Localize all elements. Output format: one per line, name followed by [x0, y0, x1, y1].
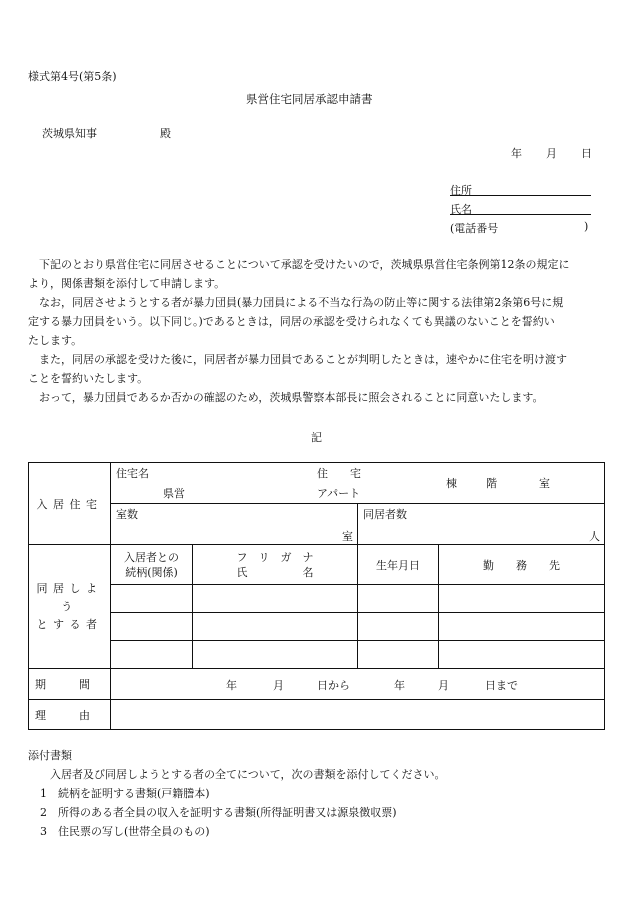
name-header: 氏 名 — [236, 565, 314, 579]
housing-name-label: 住宅名 — [116, 467, 149, 480]
workplace-cell[interactable] — [439, 585, 605, 613]
document-title: 県営住宅同居承認申請書 — [246, 92, 373, 106]
list-item: 1 続柄を証明する書類(戸籍謄本) — [40, 787, 210, 800]
attachments-heading: 添付書類 — [28, 749, 72, 762]
room-count-cell[interactable] — [111, 504, 358, 545]
relation-cell[interactable] — [111, 585, 193, 613]
cohabitant-label-cell — [29, 545, 111, 669]
phone-close: ) — [584, 220, 589, 233]
birthdate-header — [358, 545, 439, 585]
birthdate-cell[interactable] — [358, 641, 439, 669]
attachments-intro: 入居者及び同居しようとする者の全てについて，次の書類を添付してください。 — [50, 768, 446, 781]
relation-cell[interactable] — [111, 641, 193, 669]
period-from: 日から — [317, 679, 350, 692]
building-label: 棟 — [446, 477, 457, 490]
date-day: 日 — [581, 147, 592, 160]
period-label: 期 間 — [35, 678, 90, 691]
apartment-label: アパート — [317, 487, 361, 500]
table-row — [29, 641, 605, 669]
reason-label: 理 由 — [35, 708, 90, 722]
ki-heading: 記 — [311, 431, 322, 444]
period-year-1: 年 — [226, 679, 237, 692]
period-label-cell — [29, 669, 111, 700]
attachments-section — [28, 746, 608, 841]
floor-label: 階 — [486, 477, 497, 490]
period-year-2: 年 — [394, 679, 405, 692]
resident-count-label: 同居者数 — [363, 508, 407, 521]
person-unit: 人 — [589, 530, 600, 543]
table-row — [29, 613, 605, 641]
room-unit: 室 — [342, 530, 353, 543]
name-cell[interactable] — [193, 613, 358, 641]
honorific: 殿 — [160, 127, 171, 140]
period-month-2: 月 — [438, 679, 449, 692]
paragraph-1-line-1: 下記のとおり県営住宅に同居させることについて承認を受けたいので，茨城県県営住宅条例第12条の規定に — [39, 258, 570, 271]
paragraph-2-line-3: たします。 — [28, 334, 83, 347]
period-month-1: 月 — [273, 679, 284, 692]
birthdate-cell[interactable] — [358, 585, 439, 613]
name-cell[interactable] — [193, 641, 358, 669]
relation-cell[interactable] — [111, 613, 193, 641]
reason-cell[interactable] — [111, 700, 605, 730]
paragraph-2-line-2: 定する暴力団員をいう。以下同じ。)であるときは，同居の承認を受けられなくても異議のないことを誓約い — [28, 315, 555, 328]
name-cell[interactable] — [193, 585, 358, 613]
birthdate-header-label: 生年月日 — [376, 558, 420, 572]
room-count-label: 室数 — [116, 508, 138, 521]
workplace-cell[interactable] — [439, 641, 605, 669]
period-cell[interactable] — [111, 669, 605, 700]
relation-header-line-2: 続柄(関係) — [125, 565, 178, 579]
relation-header-line-1: 入居者との — [124, 550, 179, 564]
relation-header — [111, 545, 193, 585]
residence-label-cell — [29, 463, 111, 545]
workplace-cell[interactable] — [439, 613, 605, 641]
phone-label: (電話番号 — [450, 222, 499, 235]
name-field-line[interactable] — [450, 214, 591, 215]
application-table — [28, 462, 605, 730]
form-number: 様式第4号(第5条) — [28, 70, 117, 83]
date-month: 月 — [546, 147, 557, 160]
address-field-line[interactable] — [450, 195, 591, 196]
paragraph-1-line-2: より，関係書類を添付して申請します。 — [28, 277, 226, 290]
name-label: 氏名 — [450, 203, 472, 216]
date-year: 年 — [511, 147, 522, 160]
addressee: 茨城県知事 — [42, 127, 97, 140]
cohabitant-label-2: とする者 — [36, 617, 103, 631]
address-label: 住所 — [450, 184, 472, 197]
table-row — [29, 585, 605, 613]
paragraph-3-line-2: ことを誓約いたします。 — [28, 372, 149, 385]
list-item: 2 所得のある者全員の収入を証明する書類(所得証明書又は源泉徴収票) — [40, 806, 397, 819]
prefectural-label: 県営 — [163, 487, 185, 500]
furigana-header: フ リ ガ ナ — [236, 550, 314, 564]
workplace-header-label: 勤 務 先 — [483, 558, 560, 572]
jutaku-label: 住 宅 — [317, 467, 361, 480]
list-item: 3 住民票の写し(世帯全員のもの) — [40, 825, 210, 838]
room-label: 室 — [539, 477, 550, 490]
birthdate-cell[interactable] — [358, 613, 439, 641]
cohabitant-label-1: 同居しよう — [36, 581, 103, 613]
period-to: 日まで — [485, 679, 518, 692]
paragraph-2-line-1: なお，同居させようとする者が暴力団員(暴力団員による不当な行為の防止等に関する法律第2条第6号に規 — [39, 296, 564, 309]
workplace-header — [439, 545, 605, 585]
body-text — [28, 255, 608, 407]
resident-count-cell[interactable] — [358, 504, 605, 545]
reason-label-cell — [29, 700, 111, 730]
housing-name-cell[interactable] — [111, 463, 605, 504]
furigana-name-header — [193, 545, 358, 585]
residence-label: 入居住宅 — [36, 497, 103, 511]
paragraph-4-line-1: おって，暴力団員であるか否かの確認のため，茨城県警察本部長に照会されることに同意いたします。 — [39, 391, 544, 404]
paragraph-3-line-1: また，同居の承認を受けた後に，同居者が暴力団員であることが判明したときは，速やかに住宅を明け渡す — [39, 353, 567, 366]
